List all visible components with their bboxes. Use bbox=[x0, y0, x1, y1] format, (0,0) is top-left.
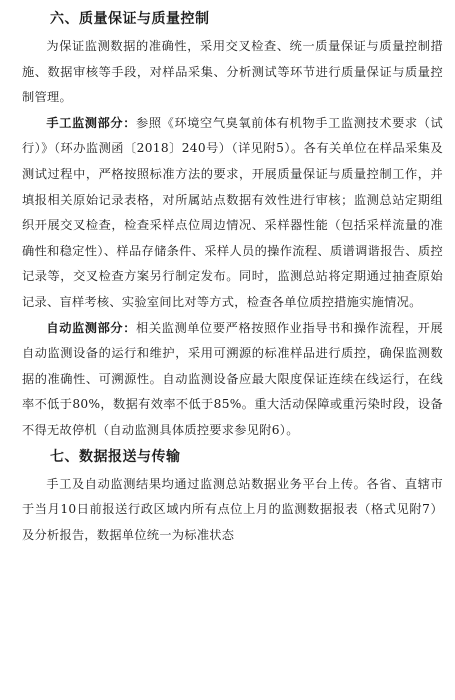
auto-monitoring-lead: 自动监测部分： bbox=[46, 320, 137, 335]
manual-monitoring-text: 参照《环境空气臭氧前体有机物手工监测技术要求（试行）》（环办监测函〔2018〕240号）（详见附5）。各有关单位在样品采集及测试过程中，严格按照标准方法的要求，开展质量保证与质量控制工作，并填报相关原始记录表格，对所属站点数据有效性进行审核；监测总站定期组织开展交叉检查，检查采样点位周边情况、采样器性能（包括采样流量的准确性和稳定性）、样品存储条件、采样人员的操作流程、质谱调谐报告、质控记录等，交叉检查方案另行制定发布。同时，监测总站将定期通过抽查原始记录、盲样考核、实验室间比对等方式，检查各单位质控措施实施情况。 bbox=[22, 115, 444, 309]
section-7-paragraph: 手工及自动监测结果均通过监测总站数据业务平台上传。各省、直辖市于当月10日前报送行政区域内所有点位上月的监测数据报表（格式见附7）及分析报告，数据单位统一为标准状态 bbox=[22, 476, 443, 542]
section-6-heading: 六、质量保证与质量控制 bbox=[50, 11, 210, 27]
section-6-intro-paragraph: 为保证监测数据的准确性，采用交叉检查、统一质量保证与质量控制措施、数据审核等手段，对样品采集、分析测试等环节进行质量保证与质量控制管理。 bbox=[22, 39, 443, 105]
manual-monitoring-paragraph bbox=[22, 111, 443, 316]
auto-monitoring-paragraph bbox=[22, 316, 443, 444]
manual-monitoring-lead: 手工监测部分： bbox=[46, 115, 137, 130]
auto-monitoring-text: 相关监测单位要严格按照作业指导书和操作流程，开展自动监测设备的运行和维护，采用可溯源的标准样品进行质控，确保监测数据的准确性、可溯源性。自动监测设备应最大限度保证连续在线运行，在线率不低于80%，数据有效率不低于85%。重大活动保障或重污染时段，设备不得无故停机（自动监测具体质控要求参见附6）。 bbox=[22, 320, 444, 437]
section-7-heading: 七、数据报送与传输 bbox=[50, 448, 181, 465]
